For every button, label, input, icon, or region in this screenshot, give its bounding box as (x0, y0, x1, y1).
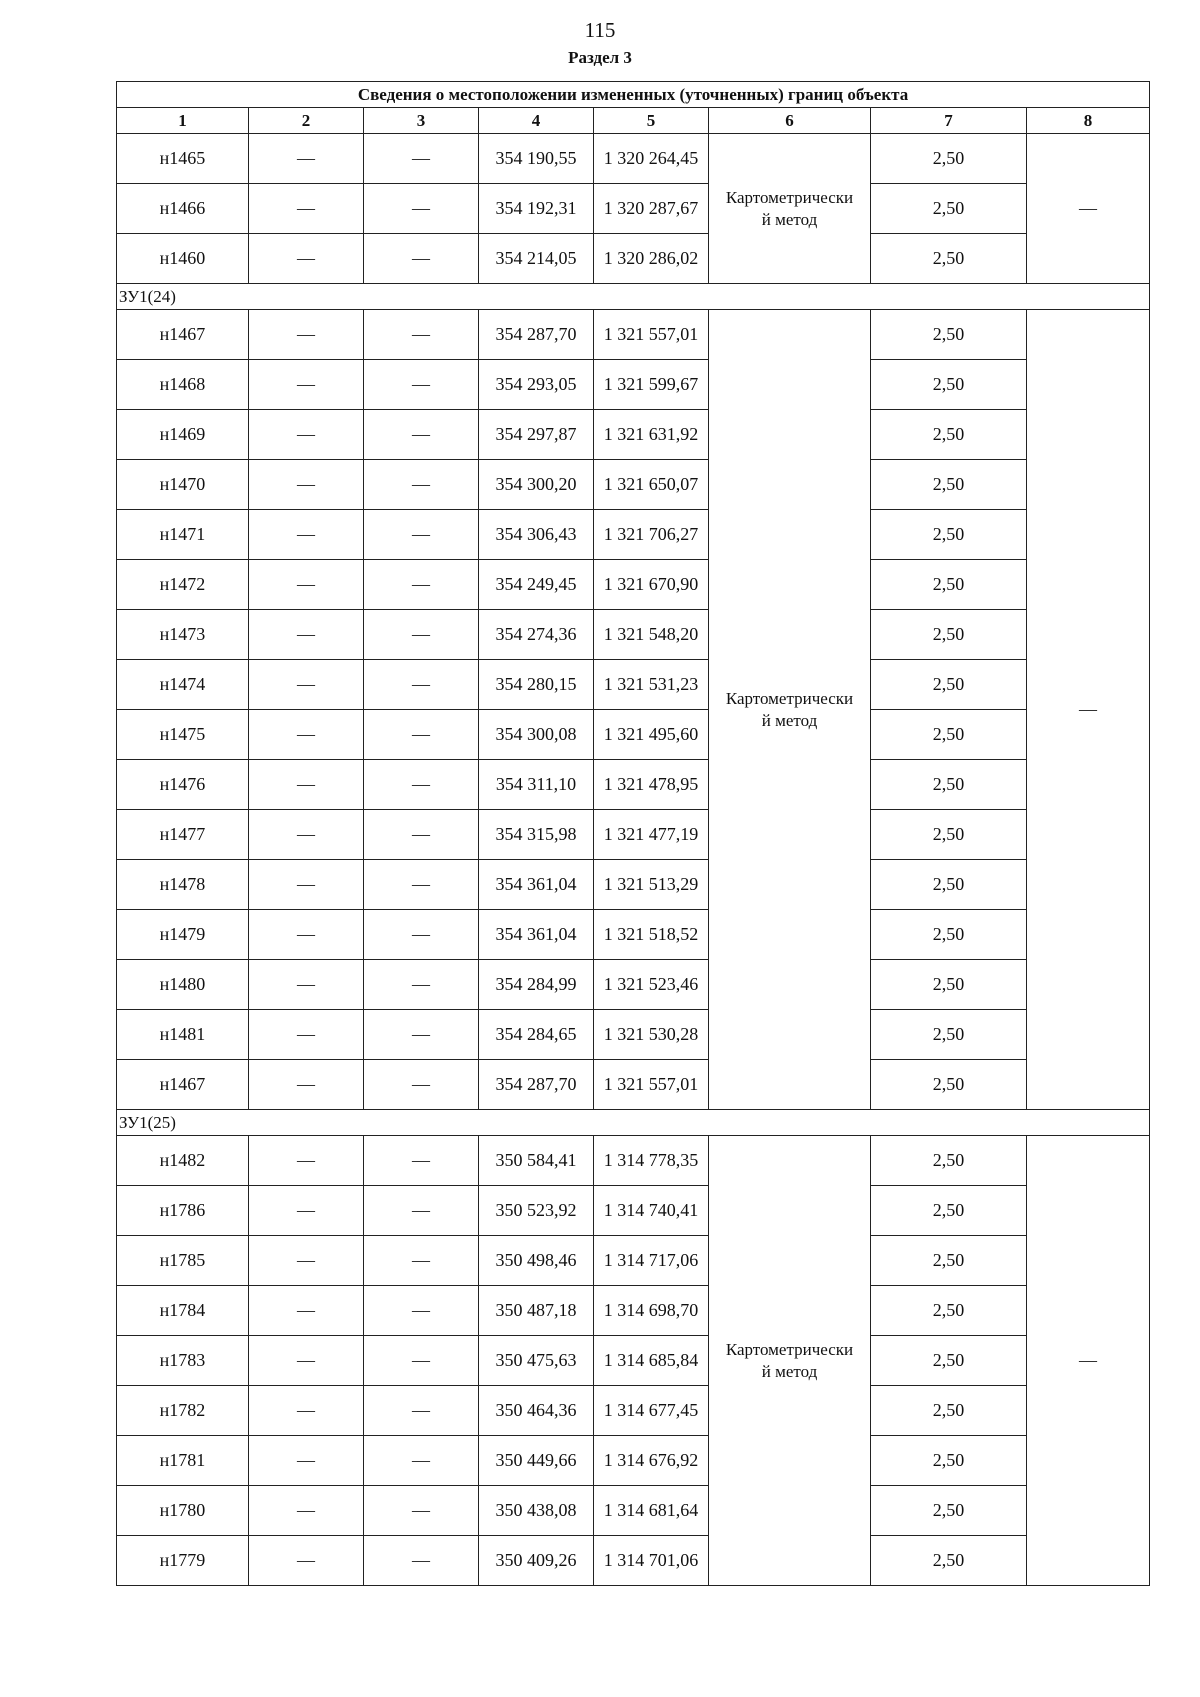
x-coordinate-cell: 354 280,15 (479, 660, 594, 710)
x-coordinate-cell: 354 284,65 (479, 1010, 594, 1060)
point-name-cell: н1477 (117, 810, 249, 860)
accuracy-cell: 2,50 (871, 960, 1027, 1010)
table-row (117, 660, 1150, 710)
x-coordinate-cell: 354 297,87 (479, 410, 594, 460)
x-coordinate-cell: 354 192,31 (479, 184, 594, 234)
point-name-cell: н1474 (117, 660, 249, 710)
table-row (117, 1060, 1150, 1110)
accuracy-cell: 2,50 (871, 410, 1027, 460)
method-line-1: Картометрически (725, 187, 854, 207)
table-row (117, 1236, 1150, 1286)
col3-cell: — (364, 1336, 479, 1386)
point-name-cell: н1473 (117, 610, 249, 660)
accuracy-cell: 2,50 (871, 610, 1027, 660)
accuracy-cell: 2,50 (871, 310, 1027, 360)
accuracy-cell: 2,50 (871, 1010, 1027, 1060)
table-row (117, 1486, 1150, 1536)
point-name-cell: н1779 (117, 1536, 249, 1586)
col2-cell: — (249, 610, 364, 660)
x-coordinate-cell: 350 498,46 (479, 1236, 594, 1286)
table-row (117, 710, 1150, 760)
point-name-cell: н1467 (117, 1060, 249, 1110)
col3-cell: — (364, 960, 479, 1010)
accuracy-cell: 2,50 (871, 1186, 1027, 1236)
y-coordinate-cell: 1 314 698,70 (594, 1286, 709, 1336)
point-name-cell: н1465 (117, 134, 249, 184)
x-coordinate-cell: 354 249,45 (479, 560, 594, 610)
table-row (117, 1536, 1150, 1586)
col2-cell: — (249, 560, 364, 610)
col2-cell: — (249, 910, 364, 960)
col2-cell: — (249, 1286, 364, 1336)
y-coordinate-cell: 1 314 717,06 (594, 1236, 709, 1286)
point-name-cell: н1785 (117, 1236, 249, 1286)
column-header-1: 1 (117, 108, 249, 134)
accuracy-cell: 2,50 (871, 1236, 1027, 1286)
y-coordinate-cell: 1 320 287,67 (594, 184, 709, 234)
y-coordinate-cell: 1 321 557,01 (594, 310, 709, 360)
table-row (117, 760, 1150, 810)
col2-cell: — (249, 1386, 364, 1436)
x-coordinate-cell: 354 306,43 (479, 510, 594, 560)
y-coordinate-cell: 1 314 778,35 (594, 1136, 709, 1186)
col3-cell: — (364, 1386, 479, 1436)
accuracy-cell: 2,50 (871, 810, 1027, 860)
accuracy-cell: 2,50 (871, 910, 1027, 960)
table-title: Сведения о местоположении измененных (уточненных) границ объекта (117, 82, 1150, 108)
y-coordinate-cell: 1 321 599,67 (594, 360, 709, 410)
y-coordinate-cell: 1 321 477,19 (594, 810, 709, 860)
x-coordinate-cell: 354 190,55 (479, 134, 594, 184)
col2-cell: — (249, 1060, 364, 1110)
col2-cell: — (249, 310, 364, 360)
col3-cell: — (364, 1236, 479, 1286)
col2-cell: — (249, 510, 364, 560)
x-coordinate-cell: 354 361,04 (479, 860, 594, 910)
y-coordinate-cell: 1 321 523,46 (594, 960, 709, 1010)
table-row (117, 610, 1150, 660)
accuracy-cell: 2,50 (871, 710, 1027, 760)
y-coordinate-cell: 1 321 531,23 (594, 660, 709, 710)
method-line-1: Картометрически (725, 1339, 854, 1359)
x-coordinate-cell: 354 284,99 (479, 960, 594, 1010)
page-number: 115 (584, 18, 616, 42)
y-coordinate-cell: 1 314 701,06 (594, 1536, 709, 1586)
method-cell (709, 1136, 871, 1586)
y-coordinate-cell: 1 314 677,45 (594, 1386, 709, 1436)
x-coordinate-cell: 350 523,92 (479, 1186, 594, 1236)
method-line-2: й метод (761, 1361, 818, 1381)
col8-cell: — (1027, 310, 1150, 1110)
column-header-8: 8 (1027, 108, 1150, 134)
y-coordinate-cell: 1 321 548,20 (594, 610, 709, 660)
table-row (117, 310, 1150, 360)
y-coordinate-cell: 1 320 286,02 (594, 234, 709, 284)
col2-cell: — (249, 234, 364, 284)
group-label: ЗУ1(25) (117, 1110, 1150, 1136)
col3-cell: — (364, 234, 479, 284)
table-row (117, 1336, 1150, 1386)
col3-cell: — (364, 1010, 479, 1060)
col2-cell: — (249, 860, 364, 910)
accuracy-cell: 2,50 (871, 460, 1027, 510)
accuracy-cell: 2,50 (871, 760, 1027, 810)
column-header-4: 4 (479, 108, 594, 134)
table-row (117, 1286, 1150, 1336)
column-header-5: 5 (594, 108, 709, 134)
col8-cell: — (1027, 134, 1150, 284)
col2-cell: — (249, 1136, 364, 1186)
accuracy-cell: 2,50 (871, 560, 1027, 610)
y-coordinate-cell: 1 321 478,95 (594, 760, 709, 810)
y-coordinate-cell: 1 314 681,64 (594, 1486, 709, 1536)
method-line-1: Картометрически (725, 688, 854, 708)
table-row (117, 184, 1150, 234)
group-row (117, 284, 1150, 310)
accuracy-cell: 2,50 (871, 234, 1027, 284)
col2-cell: — (249, 360, 364, 410)
section-title: Раздел 3 (568, 48, 632, 67)
y-coordinate-cell: 1 321 650,07 (594, 460, 709, 510)
method-cell (709, 310, 871, 1110)
x-coordinate-cell: 354 287,70 (479, 1060, 594, 1110)
col2-cell: — (249, 410, 364, 460)
x-coordinate-cell: 354 300,08 (479, 710, 594, 760)
point-name-cell: н1478 (117, 860, 249, 910)
accuracy-cell: 2,50 (871, 1386, 1027, 1436)
table-row (117, 1010, 1150, 1060)
table-row (117, 410, 1150, 460)
col3-cell: — (364, 1486, 479, 1536)
col2-cell: — (249, 1336, 364, 1386)
x-coordinate-cell: 350 584,41 (479, 1136, 594, 1186)
col2-cell: — (249, 1010, 364, 1060)
col3-cell: — (364, 1286, 479, 1336)
accuracy-cell: 2,50 (871, 1536, 1027, 1586)
y-coordinate-cell: 1 321 557,01 (594, 1060, 709, 1110)
accuracy-cell: 2,50 (871, 134, 1027, 184)
accuracy-cell: 2,50 (871, 860, 1027, 910)
point-name-cell: н1481 (117, 1010, 249, 1060)
table-row (117, 510, 1150, 560)
x-coordinate-cell: 350 475,63 (479, 1336, 594, 1386)
col3-cell: — (364, 1060, 479, 1110)
point-name-cell: н1466 (117, 184, 249, 234)
col2-cell: — (249, 1536, 364, 1586)
x-coordinate-cell: 354 361,04 (479, 910, 594, 960)
y-coordinate-cell: 1 321 530,28 (594, 1010, 709, 1060)
col2-cell: — (249, 1436, 364, 1486)
col3-cell: — (364, 1136, 479, 1186)
x-coordinate-cell: 354 315,98 (479, 810, 594, 860)
col8-cell: — (1027, 1136, 1150, 1586)
accuracy-cell: 2,50 (871, 660, 1027, 710)
y-coordinate-cell: 1 321 670,90 (594, 560, 709, 610)
accuracy-cell: 2,50 (871, 1060, 1027, 1110)
col3-cell: — (364, 134, 479, 184)
x-coordinate-cell: 350 409,26 (479, 1536, 594, 1586)
point-name-cell: н1783 (117, 1336, 249, 1386)
x-coordinate-cell: 350 487,18 (479, 1286, 594, 1336)
point-name-cell: н1479 (117, 910, 249, 960)
col3-cell: — (364, 510, 479, 560)
method-cell (709, 134, 871, 284)
x-coordinate-cell: 354 311,10 (479, 760, 594, 810)
column-header-2: 2 (249, 108, 364, 134)
col3-cell: — (364, 310, 479, 360)
table-row (117, 860, 1150, 910)
col2-cell: — (249, 134, 364, 184)
table-row (117, 234, 1150, 284)
y-coordinate-cell: 1 320 264,45 (594, 134, 709, 184)
point-name-cell: н1472 (117, 560, 249, 610)
point-name-cell: н1782 (117, 1386, 249, 1436)
accuracy-cell: 2,50 (871, 184, 1027, 234)
col3-cell: — (364, 910, 479, 960)
col2-cell: — (249, 810, 364, 860)
col3-cell: — (364, 1186, 479, 1236)
accuracy-cell: 2,50 (871, 1486, 1027, 1536)
col3-cell: — (364, 710, 479, 760)
table-row (117, 910, 1150, 960)
table-row (117, 1436, 1150, 1486)
col2-cell: — (249, 1186, 364, 1236)
y-coordinate-cell: 1 321 513,29 (594, 860, 709, 910)
accuracy-cell: 2,50 (871, 510, 1027, 560)
col2-cell: — (249, 460, 364, 510)
col2-cell: — (249, 960, 364, 1010)
col3-cell: — (364, 660, 479, 710)
table-row (117, 560, 1150, 610)
y-coordinate-cell: 1 314 685,84 (594, 1336, 709, 1386)
table-row (117, 1386, 1150, 1436)
x-coordinate-cell: 350 464,36 (479, 1386, 594, 1436)
table-row (117, 1136, 1150, 1186)
x-coordinate-cell: 350 449,66 (479, 1436, 594, 1486)
method-line-2: й метод (761, 710, 818, 730)
point-name-cell: н1781 (117, 1436, 249, 1486)
col2-cell: — (249, 710, 364, 760)
x-coordinate-cell: 350 438,08 (479, 1486, 594, 1536)
x-coordinate-cell: 354 274,36 (479, 610, 594, 660)
col2-cell: — (249, 1486, 364, 1536)
col3-cell: — (364, 1436, 479, 1486)
y-coordinate-cell: 1 314 676,92 (594, 1436, 709, 1486)
point-name-cell: н1471 (117, 510, 249, 560)
column-header-3: 3 (364, 108, 479, 134)
col3-cell: — (364, 410, 479, 460)
point-name-cell: н1786 (117, 1186, 249, 1236)
point-name-cell: н1780 (117, 1486, 249, 1536)
table-row (117, 460, 1150, 510)
point-name-cell: н1784 (117, 1286, 249, 1336)
y-coordinate-cell: 1 321 495,60 (594, 710, 709, 760)
point-name-cell: н1475 (117, 710, 249, 760)
table-row (117, 1186, 1150, 1236)
point-name-cell: н1480 (117, 960, 249, 1010)
table-row (117, 360, 1150, 410)
table-row (117, 134, 1150, 184)
point-name-cell: н1482 (117, 1136, 249, 1186)
group-label: ЗУ1(24) (117, 284, 1150, 310)
x-coordinate-cell: 354 287,70 (479, 310, 594, 360)
accuracy-cell: 2,50 (871, 1336, 1027, 1386)
point-name-cell: н1460 (117, 234, 249, 284)
point-name-cell: н1467 (117, 310, 249, 360)
accuracy-cell: 2,50 (871, 1136, 1027, 1186)
point-name-cell: н1469 (117, 410, 249, 460)
col2-cell: — (249, 184, 364, 234)
table-row (117, 810, 1150, 860)
point-name-cell: н1476 (117, 760, 249, 810)
boundary-coordinates-table (116, 81, 1150, 1586)
col3-cell: — (364, 860, 479, 910)
y-coordinate-cell: 1 321 706,27 (594, 510, 709, 560)
col3-cell: — (364, 360, 479, 410)
table-row (117, 960, 1150, 1010)
x-coordinate-cell: 354 300,20 (479, 460, 594, 510)
y-coordinate-cell: 1 321 631,92 (594, 410, 709, 460)
y-coordinate-cell: 1 314 740,41 (594, 1186, 709, 1236)
col3-cell: — (364, 1536, 479, 1586)
col2-cell: — (249, 660, 364, 710)
x-coordinate-cell: 354 293,05 (479, 360, 594, 410)
col3-cell: — (364, 184, 479, 234)
accuracy-cell: 2,50 (871, 360, 1027, 410)
col2-cell: — (249, 1236, 364, 1286)
point-name-cell: н1468 (117, 360, 249, 410)
column-header-6: 6 (709, 108, 871, 134)
col3-cell: — (364, 760, 479, 810)
col3-cell: — (364, 460, 479, 510)
column-header-7: 7 (871, 108, 1027, 134)
x-coordinate-cell: 354 214,05 (479, 234, 594, 284)
point-name-cell: н1470 (117, 460, 249, 510)
col3-cell: — (364, 560, 479, 610)
col2-cell: — (249, 760, 364, 810)
col3-cell: — (364, 810, 479, 860)
col3-cell: — (364, 610, 479, 660)
accuracy-cell: 2,50 (871, 1286, 1027, 1336)
method-line-2: й метод (761, 209, 818, 229)
accuracy-cell: 2,50 (871, 1436, 1027, 1486)
group-row (117, 1110, 1150, 1136)
y-coordinate-cell: 1 321 518,52 (594, 910, 709, 960)
